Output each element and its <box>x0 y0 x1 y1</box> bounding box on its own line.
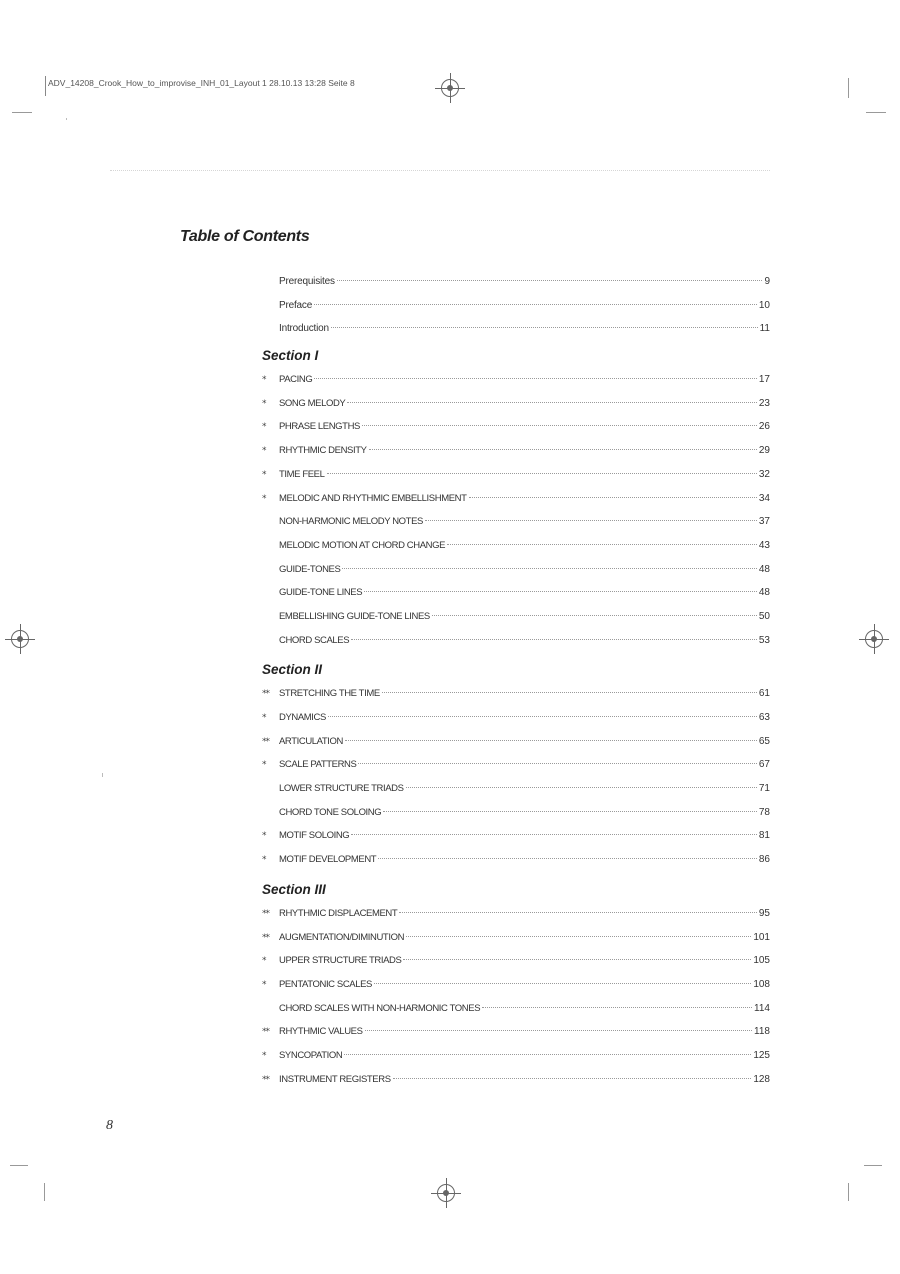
dot-leader <box>344 1054 751 1055</box>
toc-entry <box>262 926 770 950</box>
entry-label: MOTIF SOLOING <box>279 830 350 842</box>
entry-label: STRETCHING THE TIME <box>279 688 380 700</box>
entry-label: SONG MELODY <box>279 397 346 409</box>
toc-entry <box>262 510 770 534</box>
registration-mark-icon <box>865 630 883 648</box>
entry-label: INSTRUMENT REGISTERS <box>279 1073 391 1085</box>
entry-page-number: 48 <box>758 587 770 599</box>
print-speck <box>66 118 67 120</box>
entry-label: SYNCOPATION <box>279 1049 343 1061</box>
entry-page-number: 128 <box>753 1073 770 1085</box>
dot-leader <box>337 280 763 281</box>
entry-page-number: 17 <box>758 374 770 386</box>
dot-leader <box>447 544 757 545</box>
entry-marker: * <box>262 446 266 457</box>
crop-mark <box>10 1165 28 1166</box>
entry-label: LOWER STRUCTURE TRIADS <box>279 783 404 795</box>
entry-marker: * <box>262 713 266 723</box>
dot-leader <box>314 378 757 379</box>
front-matter-list <box>262 270 770 341</box>
dot-leader <box>331 327 758 328</box>
sections-list <box>262 344 770 1091</box>
entry-label: MOTIF DEVELOPMENT <box>279 854 377 866</box>
entry-page-number: 43 <box>758 539 770 551</box>
registration-mark-icon <box>437 1184 455 1202</box>
entry-marker: * <box>262 979 266 990</box>
entry-marker: * <box>262 375 266 386</box>
entry-page-number: 61 <box>758 688 770 700</box>
dot-leader <box>378 858 757 859</box>
toc-entry <box>262 902 770 926</box>
entry-label: UPPER STRUCTURE TRIADS <box>279 955 402 967</box>
entry-label: Preface <box>279 299 313 311</box>
entry-page-number: 48 <box>758 563 770 575</box>
crop-mark <box>866 112 886 113</box>
entry-marker: * <box>262 760 266 771</box>
entry-page-number: 11 <box>759 323 770 335</box>
dot-leader <box>347 402 757 403</box>
toc-section <box>262 344 770 652</box>
toc-entry <box>262 415 770 439</box>
dot-leader <box>369 449 757 450</box>
section-heading: Section II <box>262 662 323 678</box>
entry-label: TIME FEEL <box>279 468 325 480</box>
entry-label: PENTATONIC SCALES <box>279 978 372 990</box>
dot-leader <box>364 591 757 592</box>
entry-page-number: 105 <box>753 955 770 967</box>
entry-page-number: 23 <box>758 397 770 409</box>
crop-mark <box>44 1183 45 1201</box>
entry-page-number: 118 <box>754 1026 770 1038</box>
crop-mark <box>12 112 32 113</box>
dot-leader <box>399 912 757 913</box>
toc-entry <box>262 439 770 463</box>
header-rule <box>110 170 770 171</box>
section-heading: Section I <box>262 348 319 364</box>
page-title: Table of Contents <box>180 228 310 245</box>
entry-label: GUIDE-TONE LINES <box>279 587 363 599</box>
entry-page-number: 26 <box>758 421 770 433</box>
toc-entry <box>262 629 770 653</box>
entry-page-number: 114 <box>754 1002 770 1014</box>
dot-leader <box>365 1030 752 1031</box>
toc-entry <box>262 973 770 997</box>
entry-page-number: 63 <box>758 712 770 723</box>
entry-label: RHYTHMIC DISPLACEMENT <box>279 907 398 919</box>
entry-label: EMBELLISHING GUIDE-TONE LINES <box>279 610 430 622</box>
toc-entry <box>262 1044 770 1068</box>
entry-label: CHORD SCALES WITH NON-HARMONIC TONES <box>279 1002 481 1014</box>
page-number: 8 <box>106 1118 113 1133</box>
entry-page-number: 86 <box>758 854 770 866</box>
entry-label: CHORD TONE SOLOING <box>279 806 382 818</box>
entry-page-number: 34 <box>758 492 770 504</box>
entry-page-number: 101 <box>753 931 770 943</box>
entry-marker: ** <box>262 689 269 700</box>
toc-entry <box>262 801 770 825</box>
dot-leader <box>383 811 757 812</box>
toc-entry <box>262 368 770 392</box>
toc-entry <box>262 777 770 801</box>
toc-entry <box>262 487 770 511</box>
dot-leader <box>314 304 757 305</box>
toc-entry <box>262 605 770 629</box>
entry-label: MELODIC AND RHYTHMIC EMBELLISHMENT <box>279 492 467 504</box>
dot-leader <box>382 692 757 693</box>
dot-leader <box>403 959 751 960</box>
crop-mark <box>848 78 849 98</box>
entry-page-number: 37 <box>758 516 770 528</box>
entry-page-number: 67 <box>758 759 770 771</box>
dot-leader <box>432 615 757 616</box>
slug-crop-bar <box>45 76 46 96</box>
entry-page-number: 10 <box>758 299 770 311</box>
dot-leader <box>406 936 751 937</box>
entry-label: RHYTHMIC VALUES <box>279 1026 363 1038</box>
entry-marker: ** <box>262 736 269 747</box>
section-heading: Section III <box>262 881 326 897</box>
entry-label: PACING <box>279 374 313 386</box>
toc-entry <box>262 317 770 341</box>
entry-marker: ** <box>262 908 269 919</box>
entry-page-number: 95 <box>758 907 770 919</box>
dot-leader <box>393 1078 752 1079</box>
entry-page-number: 9 <box>764 276 770 287</box>
entry-label: CHORD SCALES <box>279 634 350 646</box>
entry-marker: * <box>262 855 266 866</box>
toc-entry <box>262 534 770 558</box>
entry-marker: * <box>262 956 266 967</box>
toc-entry <box>262 270 770 294</box>
entry-label: Introduction <box>279 323 329 335</box>
entry-page-number: 78 <box>758 806 770 818</box>
entry-page-number: 65 <box>758 735 770 747</box>
dot-leader <box>482 1007 752 1008</box>
dot-leader <box>351 639 757 640</box>
dot-leader <box>342 568 756 569</box>
toc-entry <box>262 706 770 730</box>
entry-page-number: 81 <box>758 830 770 842</box>
dot-leader <box>406 787 757 788</box>
dot-leader <box>358 763 756 764</box>
crop-mark <box>864 1165 882 1166</box>
entry-label: NON-HARMONIC MELODY NOTES <box>279 516 423 528</box>
toc-entry <box>262 1068 770 1092</box>
toc-entry <box>262 1020 770 1044</box>
dot-leader <box>425 520 757 521</box>
slug-line: ADV_14208_Crook_How_to_improvise_INH_01_Layout 1 28.10.13 13:28 Seite 8 <box>48 78 355 88</box>
entry-marker: ** <box>262 932 269 943</box>
entry-marker: * <box>262 493 266 504</box>
toc-entry <box>262 558 770 582</box>
toc-entry <box>262 730 770 754</box>
toc-entry <box>262 682 770 706</box>
entry-label: SCALE PATTERNS <box>279 759 357 771</box>
dot-leader <box>351 834 757 835</box>
entry-label: DYNAMICS <box>279 712 326 723</box>
toc-entry <box>262 463 770 487</box>
toc-entry <box>262 581 770 605</box>
entry-label: RHYTHMIC DENSITY <box>279 445 367 457</box>
toc-entry <box>262 949 770 973</box>
toc-entry <box>262 294 770 318</box>
toc-entry <box>262 392 770 416</box>
entry-page-number: 50 <box>758 610 770 622</box>
toc-entry <box>262 997 770 1021</box>
entry-page-number: 71 <box>758 783 770 795</box>
entry-label: Prerequisites <box>279 276 335 287</box>
entry-page-number: 108 <box>753 978 770 990</box>
entry-page-number: 29 <box>758 445 770 457</box>
registration-mark-icon <box>441 79 459 97</box>
entry-label: GUIDE-TONES <box>279 563 341 575</box>
entry-label: AUGMENTATION/DIMINUTION <box>279 931 405 943</box>
crop-mark <box>848 1183 849 1201</box>
toc-entry <box>262 753 770 777</box>
dot-leader <box>327 473 757 474</box>
toc-section <box>262 878 770 1092</box>
print-speck <box>102 773 103 777</box>
dot-leader <box>469 497 757 498</box>
dot-leader <box>374 983 751 984</box>
dot-leader <box>362 425 757 426</box>
entry-marker: * <box>262 398 266 409</box>
entry-marker: ** <box>262 1027 269 1038</box>
entry-marker: * <box>262 422 266 433</box>
entry-label: PHRASE LENGTHS <box>279 421 360 433</box>
entry-label: MELODIC MOTION AT CHORD CHANGE <box>279 539 446 551</box>
entry-page-number: 53 <box>758 634 770 646</box>
entry-marker: * <box>262 831 266 842</box>
entry-marker: * <box>262 469 266 480</box>
registration-mark-icon <box>11 630 29 648</box>
entry-marker: * <box>262 1050 266 1061</box>
entry-page-number: 32 <box>758 468 770 480</box>
toc-entry <box>262 848 770 872</box>
entry-marker: ** <box>262 1074 269 1085</box>
entry-label: ARTICULATION <box>279 735 343 747</box>
toc-entry <box>262 824 770 848</box>
table-of-contents <box>262 270 770 1091</box>
entry-page-number: 125 <box>753 1049 770 1061</box>
dot-leader <box>345 740 757 741</box>
dot-leader <box>328 716 757 717</box>
toc-section <box>262 658 770 872</box>
